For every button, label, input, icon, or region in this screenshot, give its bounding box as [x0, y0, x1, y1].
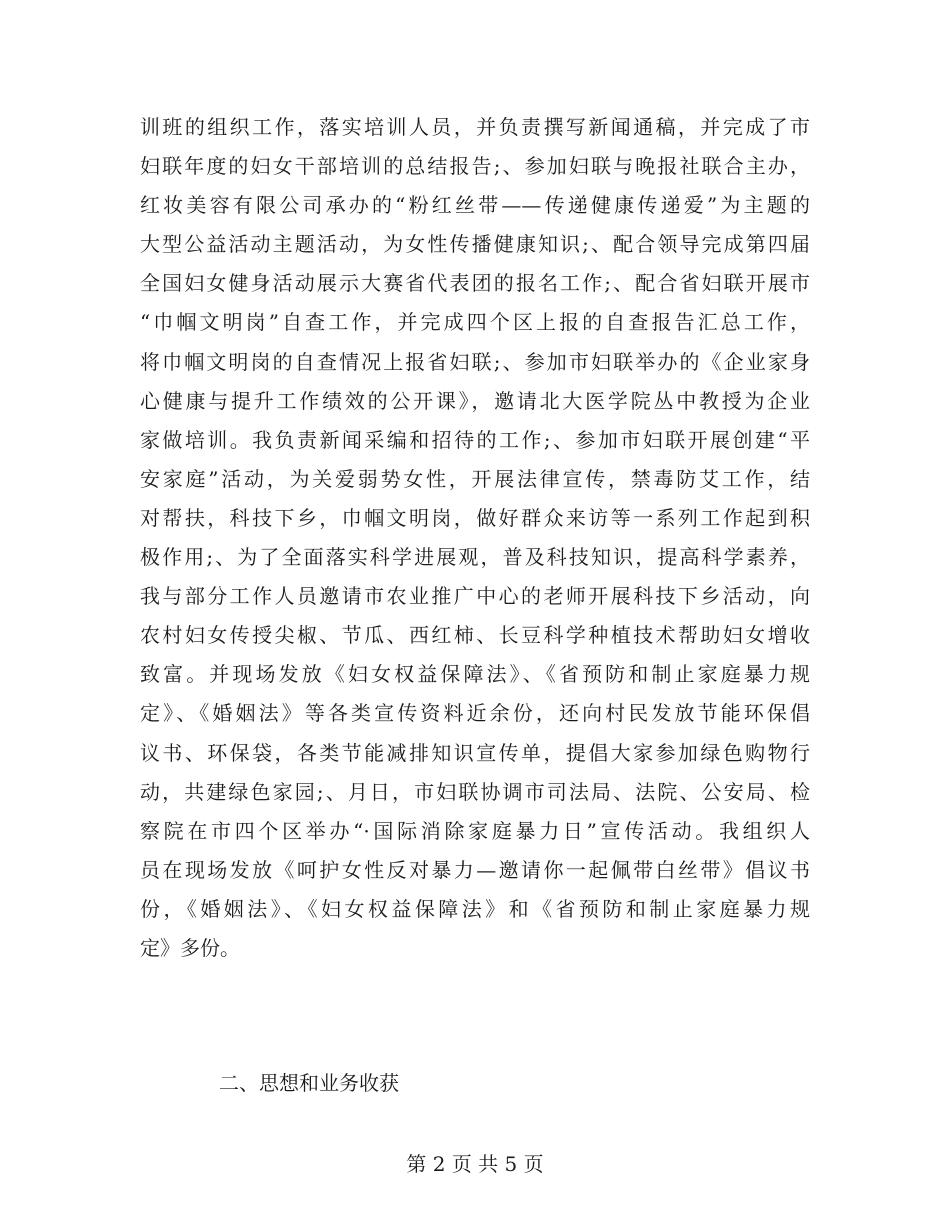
paragraph-line: 将巾帼文明岗的自查情况上报省妇联;、参加市妇联举办的《企业家身: [140, 349, 810, 374]
paragraph-line: 动，共建绿色家园;、月日，市妇联协调市司法局、法院、公安局、检: [140, 779, 810, 804]
paragraph-line: 份，《婚姻法》、《妇女权益保障法》和《省预防和制止家庭暴力规: [140, 896, 810, 921]
page-number-footer: 第 2 页 共 5 页: [406, 1152, 544, 1176]
paragraph-line: 农村妇女传授尖椒、节瓜、西红柿、长豆科学种植技术帮助妇女增收: [140, 623, 810, 648]
paragraph-line: 察院在市四个区举办“·国际消除家庭暴力日”宣传活动。我组织人: [140, 818, 810, 843]
section-heading: 二、思想和业务收获: [219, 1071, 399, 1095]
paragraph-line: 训班的组织工作，落实培训人员，并负责撰写新闻通稿，并完成了市: [140, 115, 810, 139]
paragraph-line: 定》多份。: [140, 935, 240, 960]
paragraph-line: 家做培训。我负责新闻采编和招待的工作;、参加市妇联开展创建“平: [140, 427, 810, 452]
paragraph-line: “巾帼文明岗”自查工作，并完成四个区上报的自查报告汇总工作，: [140, 310, 810, 335]
paragraph-line: 致富。并现场发放《妇女权益保障法》、《省预防和制止家庭暴力规: [140, 662, 810, 687]
body-paragraph: [140, 108, 810, 968]
paragraph-line: 定》、《婚姻法》等各类宣传资料近余份，还向村民发放节能环保倡: [140, 701, 810, 726]
paragraph-line: 妇联年度的妇女干部培训的总结报告;、参加妇联与晚报社联合主办，: [140, 154, 810, 179]
paragraph-line: 安家庭”活动，为关爱弱势女性，开展法律宣传，禁毒防艾工作，结: [140, 466, 810, 491]
paragraph-line: 心健康与提升工作绩效的公开课》，邀请北大医学院丛中教授为企业: [140, 388, 810, 413]
paragraph-line: 红妆美容有限公司承办的“粉红丝带——传递健康传递爱”为主题的: [140, 193, 810, 218]
paragraph-line: 大型公益活动主题活动，为女性传播健康知识;、配合领导完成第四届: [140, 232, 810, 257]
paragraph-line: 议书、环保袋，各类节能减排知识宣传单，提倡大家参加绿色购物行: [140, 740, 810, 765]
paragraph-line: 员在现场发放《呵护女性反对暴力—邀请你一起佩带白丝带》倡议书: [140, 857, 810, 882]
paragraph-line: 全国妇女健身活动展示大赛省代表团的报名工作;、配合省妇联开展市: [140, 271, 810, 296]
paragraph-line: 极作用;、为了全面落实科学进展观，普及科技知识，提高科学素养，: [140, 545, 810, 570]
paragraph-line: 我与部分工作人员邀请市农业推广中心的老师开展科技下乡活动，向: [140, 584, 810, 609]
paragraph-line: 对帮扶，科技下乡，巾帼文明岗，做好群众来访等一系列工作起到积: [140, 505, 810, 530]
